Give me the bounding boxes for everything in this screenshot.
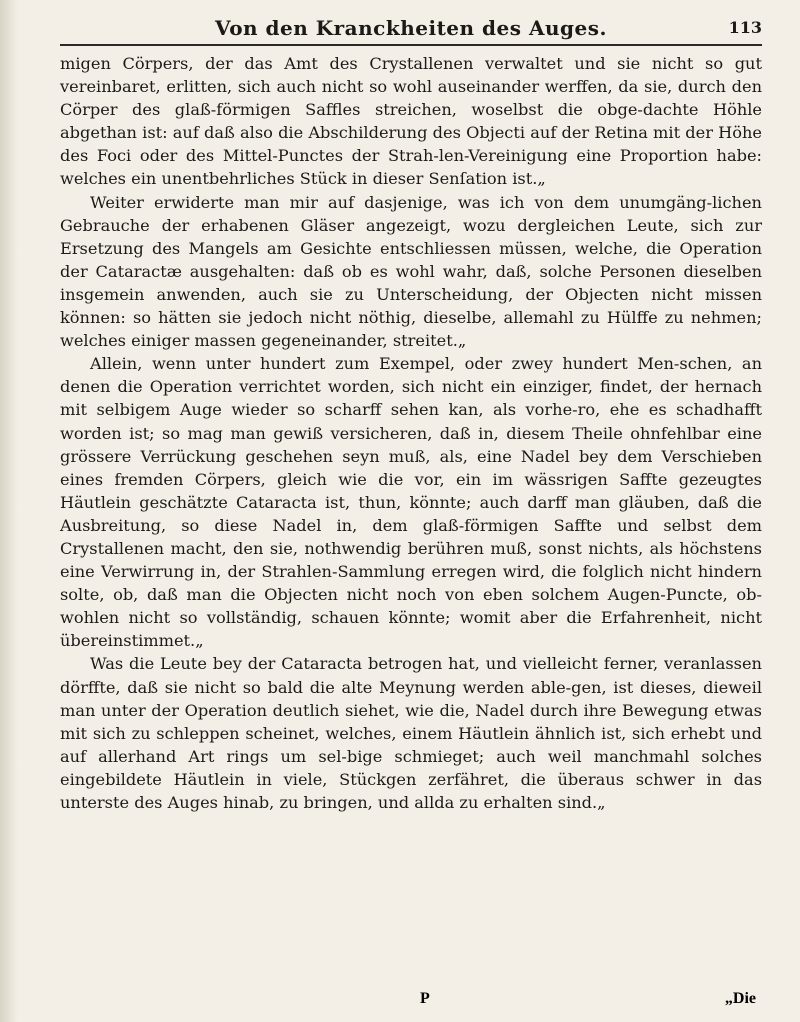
page-number: 113 [728, 18, 762, 37]
signature-mark: P [420, 990, 430, 1007]
paragraph: Weiter erwiderte man mir auf dasjenige, was ich von dem unumgäng-lichen Gebrauche der erhabenen Gläser angezeigt, wozu dergleichen Leute, sich zur Ersetzung des Mangels am Gesichte entschliessen müssen, welche, die Operation der Cataractæ ausgehalten: daß ob es wohl wahr, daß, solche Personen dieselben insgemein anwenden, auch sie zu Unterscheidung, der Objecten nicht missen können: so hätten sie jedoch nicht nöthig, dieselbe, allemahl zu Hülffe zu nehmen; welches einiger massen gegeneinander, streitet.„ [60, 192, 762, 351]
page-footer [60, 990, 762, 1014]
catchword: „Die [724, 990, 756, 1007]
paragraph: migen Cörpers, der das Amt des Crystallenen verwaltet und sie nicht so gut vereinbaret, erlitten, sich auch nicht so wohl auseinander werffen, da sie, durch den Cörper des glaß-förmigen Saffles streichen, woselbst die obge-dachte Höhle abgethan ist: auf daß also die Abschilderung des Objecti auf der Retina mit der Höhe des Foci oder des Mittel-Punctes der Strah-len-Vereinigung eine Proportion habe: welches ein unentbehrliches Stück in dieser Senſation ist.„ [60, 54, 762, 189]
page-header [60, 14, 762, 46]
body-text [60, 52, 762, 814]
paragraph: Allein, wenn unter hundert zum Exempel, oder zwey hundert Men-schen, an denen die Operation verrichtet worden, sich nicht ein einziger, findet, der hernach mit selbigem Auge wieder so scharff sehen kan, als vorhe-ro, ehe es schadhafft worden ist; so mag man gewiß versicheren, daß in, diesem Theile ohnfehlbar eine grössere Verrückung geschehen seyn muß, als, eine Nadel bey dem Verschieben eines fremden Cörpers, gleich wie die vor, ein im wässrigen Saffte gezeugtes Häutlein geschätzte Cataracta ist, thun, könnte; auch darff man gläuben, daß die Ausbreitung, so diese Nadel in, dem glaß-förmigen Saffte und selbst dem Crystallenen macht, den sie, nothwendig berühren muß, sonst nichts, als höchstens eine Verwirrung in, der Strahlen-Sammlung erregen wird, die folglich nicht hindern solte, ob, daß man die Objecten nicht noch von eben solchem Augen-Puncte, ob-wohlen nicht so vollständig, schauen könnte; womit aber die Erfahrenheit, nicht übereinstimmet.„ [60, 354, 762, 651]
gutter-shadow [0, 0, 18, 1022]
paragraph: Was die Leute bey der Cataracta betrogen hat, und vielleicht ferner, veranlassen dörffte, daß sie nicht so bald die alte Meynung werden able-gen, ist dieses, dieweil man unter der Operation deutlich siehet, wie die, Nadel durch ihre Bewegung etwas mit sich zu schleppen scheinet, welches, einem Häutlein ähnlich ist, sich erhebt und auf allerhand Art rings um sel-bige schmieget; auch weil manchmahl solches eingebildete Häutlein in viele, Stückgen zerfähret, die überaus schwer in das unterste des Auges hinab, zu bringen, und allda zu erhalten sind.„ [60, 654, 762, 812]
running-title: Von den Kranckheiten des Auges. [215, 16, 607, 40]
